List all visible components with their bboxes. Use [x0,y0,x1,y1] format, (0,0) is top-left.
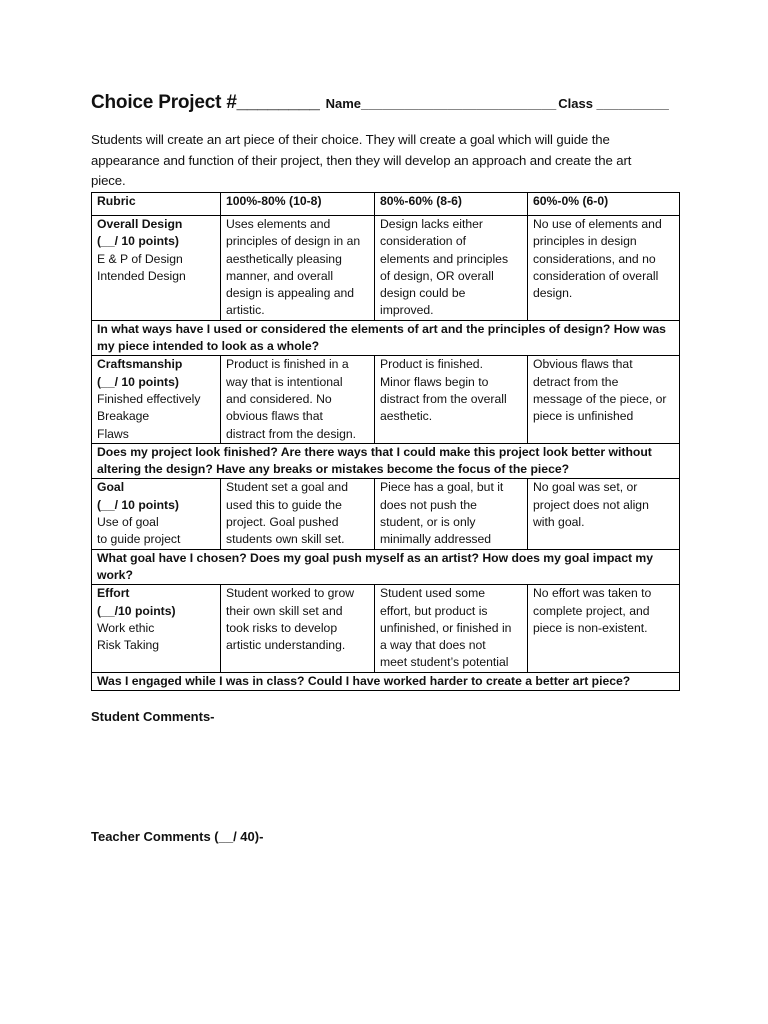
criteria-category-line: Breakage [97,409,150,424]
criteria-low-cell [528,585,680,672]
intro-line: piece. [91,173,126,188]
criteria-description-line: effort, but product is [380,603,488,618]
criteria-category-line: Overall Design [97,217,183,231]
criteria-description-line: design could be [380,286,466,301]
criteria-category-line: (__/ 10 points) [97,234,179,249]
name-field-label: Name___________________________ [325,96,557,111]
criteria-description-line: aesthetic. [380,409,433,424]
criteria-row [92,216,680,321]
reflection-question-cell [92,320,680,356]
criteria-category-cell [92,479,221,549]
criteria-description-line: Minor flaws begin to [380,374,489,389]
reflection-question-cell [92,549,680,585]
criteria-low-cell [528,479,680,549]
criteria-description-line: No use of elements and [533,217,662,231]
criteria-category-line: Work ethic [97,620,155,635]
criteria-high-cell [221,216,375,321]
criteria-mid-cell [375,216,528,321]
reflection-question-row [92,320,680,356]
criteria-description-line: artistic understanding. [226,638,346,653]
criteria-row [92,585,680,672]
header-cell-low: 60%-0% (6-0) [528,193,680,216]
criteria-category-line: Flaws [97,426,129,441]
rubric-body [92,193,680,691]
criteria-category-line: (__/ 10 points) [97,497,179,512]
header-cell-mid: 80%-60% (8-6) [375,193,528,216]
intro-line: appearance and function of their project, then they will develop an approach and create the art [91,152,632,168]
criteria-category-line: Craftsmanship [97,357,183,372]
criteria-mid-cell [375,356,528,443]
criteria-description-line: piece is non-existent. [533,620,648,635]
reflection-question-row [92,549,680,585]
criteria-description-line: design. [533,286,573,301]
criteria-description-line: distract from the overall [380,391,507,406]
criteria-description-line: distract from the design. [226,426,357,441]
criteria-description-line: took risks to develop [226,620,338,635]
criteria-category-line: Intended Design [97,268,186,283]
student-comments-label: Student Comments- [91,709,215,724]
criteria-description-line: considerations, and no [533,251,656,266]
class-field-label: Class __________ [558,96,669,111]
reflection-question-line: Does my project look finished? Are there ways that I could make this project look better without [97,444,652,459]
project-title: Choice Project #________ [91,92,320,113]
reflection-question-line: In what ways have I used or considered the elements of art and the principles of design? How was [97,321,666,336]
reflection-question-line: Was I engaged while I was in class? Could I have worked harder to create a better art piece? [97,673,631,688]
header-cell-high: 100%-80% (10-8) [221,193,375,216]
criteria-category-line: Effort [97,586,130,601]
criteria-description-line: used this to guide the [226,497,342,512]
reflection-question-line: my piece intended to look as a whole? [97,339,320,354]
criteria-description-line: a way that does not [380,638,486,653]
criteria-description-line: principles in design [533,234,637,249]
criteria-description-line: students own skill set. [226,532,345,547]
criteria-high-cell [221,585,375,672]
criteria-description-line: principles of design in an [226,234,361,249]
criteria-description-line: Uses elements and [226,217,331,231]
criteria-description-line: No goal was set, or [533,480,638,495]
intro-paragraph [91,130,691,192]
criteria-description-line: aesthetically pleasing [226,251,342,266]
reflection-question-row [92,672,680,690]
criteria-description-line: Piece has a goal, but it [380,480,504,495]
criteria-low-cell [528,356,680,443]
criteria-category-line: (__/ 10 points) [97,374,179,389]
criteria-description-line: Student set a goal and [226,480,348,495]
criteria-description-line: elements and principles [380,251,509,266]
criteria-description-line: design is appealing and [226,286,355,301]
criteria-description-line: consideration of overall [533,268,659,283]
criteria-description-line: does not push the [380,497,477,512]
criteria-row [92,356,680,443]
criteria-description-line: way that is intentional [226,374,343,389]
criteria-category-cell [92,216,221,321]
criteria-mid-cell [375,479,528,549]
criteria-description-line: of design, OR overall [380,268,494,283]
header-cell-rubric: Rubric [92,193,221,216]
criteria-description-line: meet student’s potential [380,655,509,670]
criteria-high-cell [221,479,375,549]
criteria-category-line: Goal [97,480,125,495]
criteria-description-line: unfinished, or finished in [380,620,512,635]
criteria-description-line: student, or is only [380,515,476,530]
criteria-description-line: with goal. [533,515,585,530]
criteria-category-line: E & P of Design [97,251,183,266]
criteria-description-line: Product is finished. [380,357,483,372]
rubric-table [91,192,680,691]
criteria-description-line: detract from the [533,374,619,389]
criteria-category-line: to guide project [97,532,181,547]
document-header [91,92,691,114]
teacher-comments-label: Teacher Comments (__/ 40)- [91,829,264,844]
reflection-question-cell [92,443,680,479]
criteria-low-cell [528,216,680,321]
criteria-description-line: consideration of [380,234,467,249]
reflection-question-line: work? [97,567,133,582]
criteria-description-line: their own skill set and [226,603,343,618]
criteria-description-line: complete project, and [533,603,650,618]
criteria-category-cell [92,356,221,443]
criteria-description-line: obvious flaws that [226,409,323,424]
criteria-category-line: Use of goal [97,515,159,530]
intro-line: Students will create an art piece of their choice. They will create a goal which will guide the [91,132,610,147]
criteria-description-line: project does not align [533,497,649,512]
criteria-description-line: project. Goal pushed [226,515,339,530]
criteria-description-line: Student used some [380,586,486,601]
criteria-category-line: (__/10 points) [97,603,176,618]
criteria-description-line: piece is unfinished [533,409,634,424]
criteria-description-line: Design lacks either [380,217,483,231]
criteria-description-line: and considered. No [226,391,332,406]
criteria-description-line: No effort was taken to [533,586,652,601]
criteria-description-line: artistic. [226,303,265,318]
reflection-question-cell [92,672,680,690]
reflection-question-row [92,443,680,479]
criteria-row [92,479,680,549]
criteria-description-line: Product is finished in a [226,357,349,372]
criteria-description-line: minimally addressed [380,532,492,547]
criteria-description-line: Student worked to grow [226,586,355,601]
reflection-question-line: What goal have I chosen? Does my goal push myself as an artist? How does my goal impact my [97,550,654,565]
criteria-high-cell [221,356,375,443]
rubric-header-row [92,193,680,216]
criteria-category-cell [92,585,221,672]
criteria-description-line: improved. [380,303,434,318]
reflection-question-line: altering the design? Have any breaks or mistakes become the focus of the piece? [97,462,570,477]
criteria-category-line: Finished effectively [97,391,201,406]
criteria-category-line: Risk Taking [97,638,160,653]
criteria-description-line: manner, and overall [226,268,334,283]
criteria-mid-cell [375,585,528,672]
criteria-description-line: Obvious flaws that [533,357,633,372]
criteria-description-line: message of the piece, or [533,391,667,406]
